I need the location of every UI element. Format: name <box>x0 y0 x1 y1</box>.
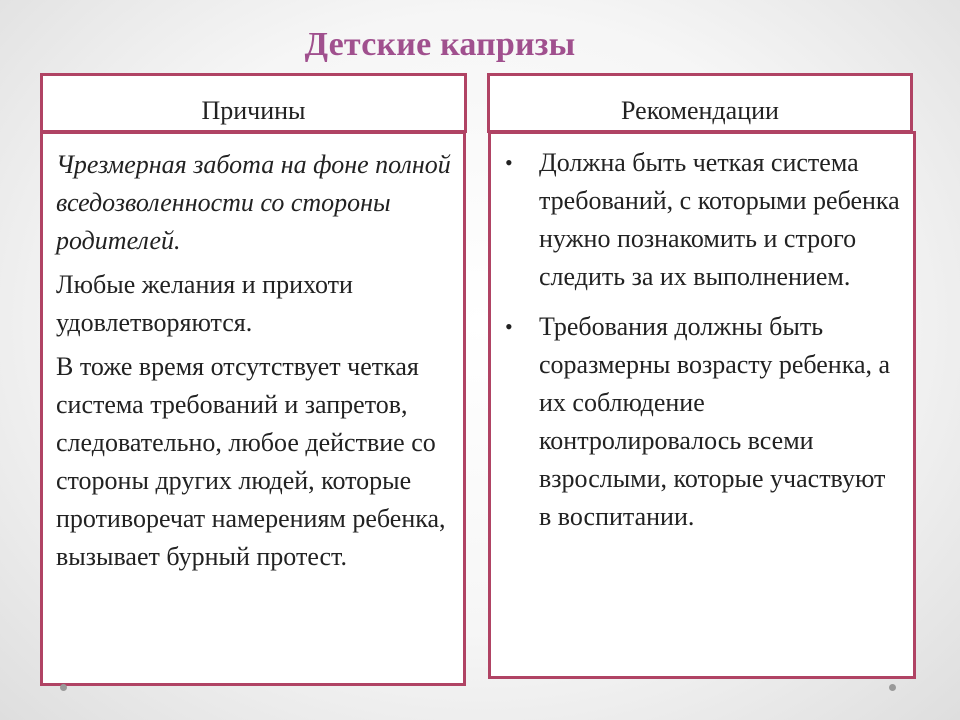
recommendation-text: Требования должны быть соразмерны возрасту ребенка, а их соблюдение контролировалось всеми взрослыми, которые участвуют в воспитании. <box>539 312 891 531</box>
causes-header-label: Причины <box>201 96 306 125</box>
causes-header <box>40 73 467 133</box>
recommendation-item <box>501 308 903 536</box>
decor-dot-icon <box>60 684 67 691</box>
decor-dot-icon <box>889 684 896 691</box>
bullet-icon: • <box>505 314 513 339</box>
recommendations-header-label: Рекомендации <box>621 96 779 125</box>
recommendations-body <box>488 131 916 679</box>
recommendation-text: Должна быть четкая система требований, с которыми ребенка нужно познакомить и строго следить за их выполнением. <box>539 148 900 291</box>
slide-title: Детские капризы <box>304 26 576 63</box>
causes-paragraph: Любые желания и прихоти удовлетворяются. <box>56 270 353 337</box>
causes-paragraph: В тоже время отсутствует четкая система требований и запретов, следовательно, любое действие со стороны других людей, которые противоречат намерениям ребенка, вызывает бурный протест. <box>56 352 446 571</box>
bullet-icon: • <box>505 150 513 175</box>
causes-paragraph: Чрезмерная забота на фоне полной вседозволенности со стороны родителей. <box>56 150 451 255</box>
causes-body <box>40 131 466 686</box>
recommendation-item <box>501 144 903 296</box>
recommendations-list <box>501 144 903 536</box>
recommendations-header <box>487 73 913 133</box>
